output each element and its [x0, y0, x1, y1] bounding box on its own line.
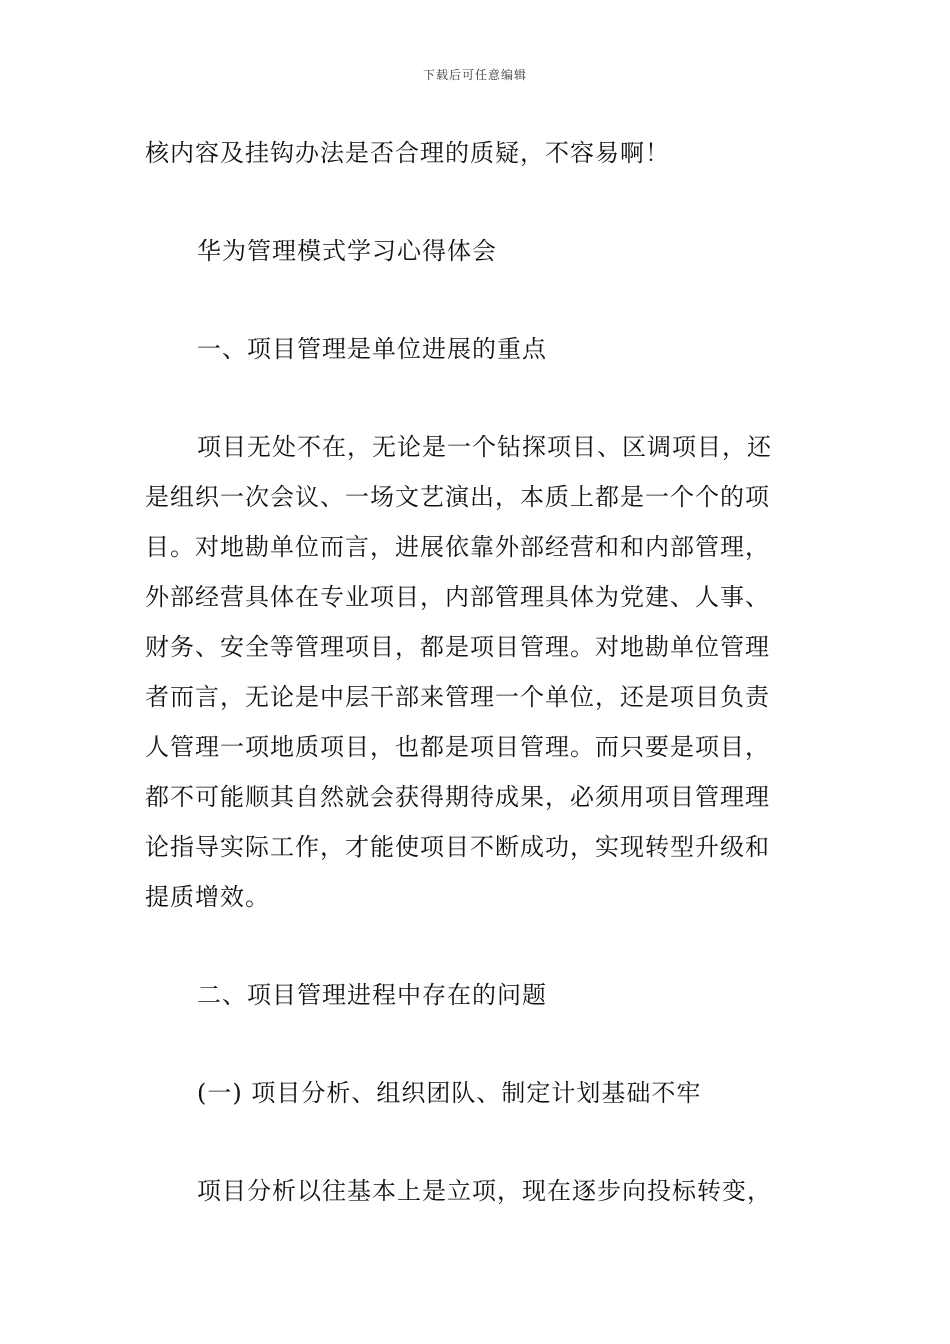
- document-title: 华为管理模式学习心得体会: [197, 237, 497, 265]
- paragraph-line: 财务、安全等管理项目，都是项目管理。对地勘单位管理: [145, 633, 770, 661]
- header-note: 下载后可任意编辑: [422, 68, 527, 82]
- paragraph-line: 论指导实际工作，才能使项目不断成功，实现转型升级和: [145, 833, 770, 861]
- paragraph-line: 目。对地勘单位而言，进展依靠外部经营和和内部管理，: [145, 533, 770, 561]
- paragraph-line: 都不可能顺其自然就会获得期待成果，必须用项目管理理: [145, 783, 770, 811]
- paragraph-gap: [145, 1118, 810, 1166]
- continuation-line: 核内容及挂钩办法是否合理的质疑，不容易啊！: [145, 139, 670, 167]
- document-body: [145, 128, 810, 1216]
- paragraph-line: 外部经营具体在专业项目，内部管理具体为党建、人事、: [145, 583, 770, 611]
- paragraph-gap: [145, 1020, 810, 1068]
- section-heading-2: 二、项目管理进程中存在的问题: [197, 981, 547, 1009]
- paragraph-2-start: 项目分析以往基本上是立项，现在逐步向投标转变，: [197, 1177, 772, 1205]
- paragraph-gap: [145, 922, 810, 970]
- subsection-heading-1: (一) 项目分析、组织团队、制定计划基础不牢: [197, 1079, 702, 1107]
- paragraph-line: 人管理一项地质项目，也都是项目管理。而只要是项目，: [145, 733, 770, 761]
- paragraph-line: 项目无处不在，无论是一个钻探项目、区调项目，还: [197, 433, 772, 461]
- paragraph-line: 提质增效。: [145, 883, 270, 911]
- paragraph-line: 者而言，无论是中层干部来管理一个单位，还是项目负责: [145, 683, 770, 711]
- paragraph-gap: [145, 178, 810, 226]
- paragraph-line: 是组织一次会议、一场文艺演出，本质上都是一个个的项: [145, 483, 770, 511]
- section-heading-1: 一、项目管理是单位进展的重点: [197, 335, 547, 363]
- paragraph-gap: [145, 276, 810, 324]
- paragraph-gap: [145, 374, 810, 422]
- paragraph-1: [145, 422, 810, 922]
